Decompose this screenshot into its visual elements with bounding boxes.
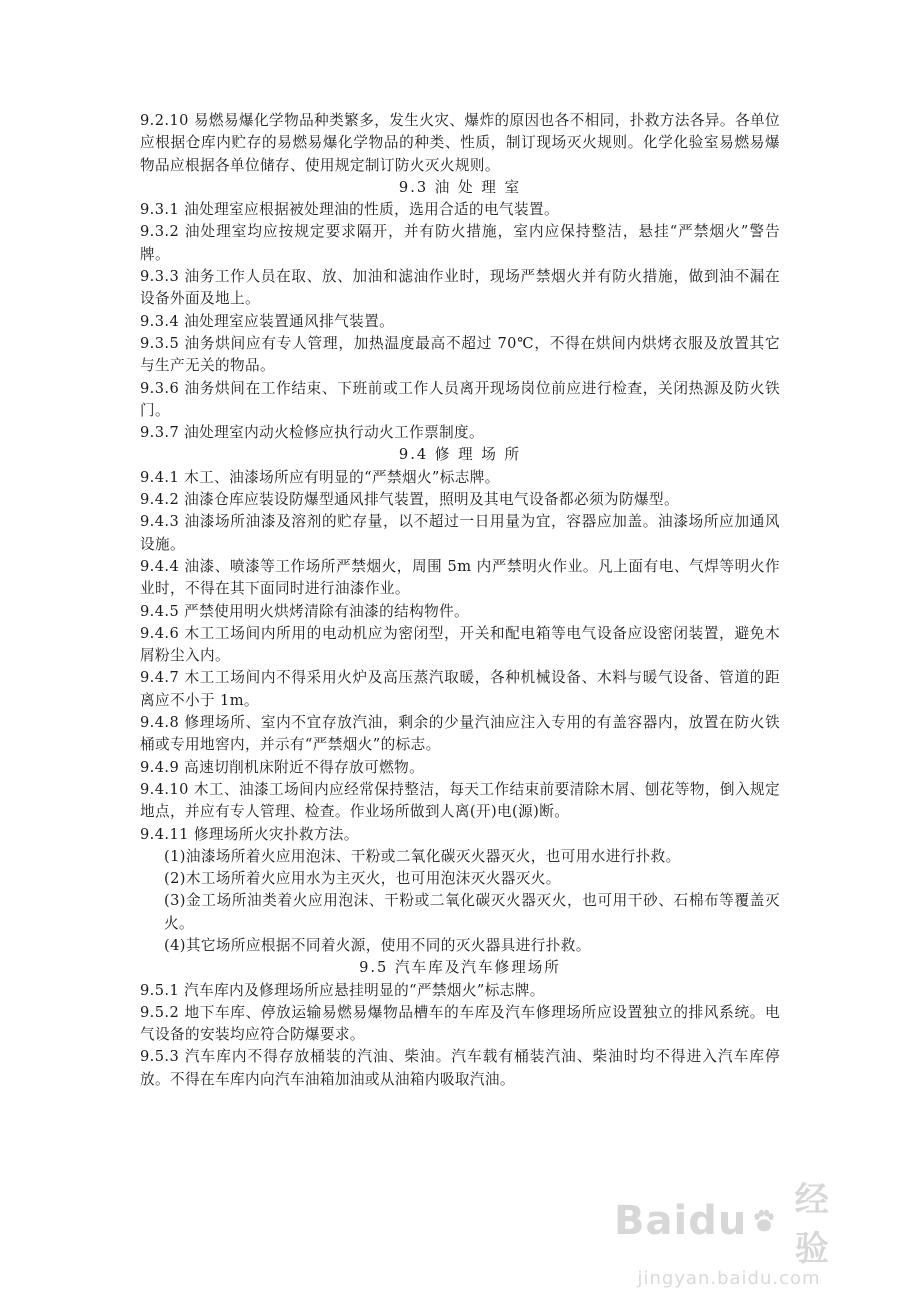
list-item-1: (1)油漆场所着火应用泡沫、干粉或二氧化碳灭火器灭火，也可用水进行扑救。 xyxy=(164,847,681,865)
paragraph-9-4-7: 9.4.7 木工工场间内不得采用火炉及高压蒸汽取暖，各种机械设备、木料与暖气设备、管道的距离应不小于 1m。 xyxy=(140,669,780,709)
paragraph-9-4-10: 9.4.10 木工、油漆工场间内应经常保持整洁，每天工作结束前要清除木屑、刨花等物，倒入规定地点，并应有专人管理、检查。作业场所做到人离(开)电(源)断。 xyxy=(140,780,780,821)
watermark-logo xyxy=(614,1172,844,1270)
list-item-4: (4)其它场所应根据不同着火源，使用不同的灭火器具进行扑救。 xyxy=(164,936,591,954)
paragraph-9-4-8: 9.4.8 修理场所、室内不宜存放汽油，剩余的少量汽油应注入专用的有盖容器内，放置在防火铁桶或专用地窖内，并示有“严禁烟火”的标志。 xyxy=(140,714,780,754)
paragraph-9-4-4: 9.4.4 油漆、喷漆等工作场所严禁烟火，周围 5m 内严禁明火作业。凡上面有电、气焊等明火作业时，不得在其下面同时进行油漆作业。 xyxy=(140,557,780,598)
paragraph-9-3-6: 9.3.6 油务烘间在工作结束、下班前或工作人员离开现场岗位前应进行检查，关闭热源及防火铁门。 xyxy=(140,379,780,419)
paragraph-9-4-6: 9.4.6 木工工场间内所用的电动机应为密闭型，开关和配电箱等电气设备应设密闭装置，避免木屑粉尘入内。 xyxy=(140,624,780,665)
paragraph-9-3-5: 9.3.5 油务烘间应有专人管理，加热温度最高不超过 70℃，不得在烘间内烘烤衣服及放置其它与生产无关的物品。 xyxy=(140,334,780,375)
paw-icon xyxy=(751,1206,777,1236)
paragraph-9-5-1: 9.5.1 汽车库内及修理场所应悬挂明显的“严禁烟火”标志牌。 xyxy=(140,981,545,999)
paragraph-9-4-2: 9.4.2 油漆仓库应装设防爆型通风排气装置，照明及其电气设备都必须为防爆型。 xyxy=(140,491,679,509)
document-body xyxy=(140,110,780,1091)
list-item-2: (2)木工场所着火应用水为主灭火，也可用泡沫灭火器灭火。 xyxy=(164,870,561,888)
paragraph-9-4-9: 9.4.9 高速切削机床附近不得存放可燃物。 xyxy=(140,758,425,776)
baidu-jingyan-watermark xyxy=(614,1172,844,1289)
section-heading-9-4: 9.4 修 理 场 所 xyxy=(398,446,522,464)
paragraph-9-4-3: 9.4.3 油漆场所油漆及溶剂的贮存量，以不超过一日用量为宜，容器应加盖。油漆场所应加通风设施。 xyxy=(140,513,780,553)
watermark-logo-text: Baidu xyxy=(614,1198,748,1244)
paragraph-9-5-3: 9.5.3 汽车库内不得存放桶装的汽油、柴油。汽车载有桶装汽油、柴油时均不得进入汽车库停放。不得在车库内向汽车油箱加油或从油箱内吸取汽油。 xyxy=(140,1048,780,1088)
paragraph-9-3-1: 9.3.1 油处理室应根据被处理油的性质，选用合适的电气装置。 xyxy=(140,201,560,219)
paragraph-9-5-2: 9.5.2 地下车库、停放运输易燃易爆物品槽车的车库及汽车修理场所应设置独立的排风系统。电气设备的安装均应符合防爆要求。 xyxy=(140,1003,780,1044)
watermark-logo-cn: 经验 xyxy=(794,1180,831,1269)
paragraph-9-3-4: 9.3.4 油处理室应装置通风排气装置。 xyxy=(140,312,395,330)
paragraph-9-2-10: 9.2.10 易燃易爆化学物品种类繁多，发生火灾、爆炸的原因也各不相同，扑救方法各异。各单位应根据仓库内贮存的易燃易爆化学物品的种类、性质，制订现场灭火规则。化学化验室易燃易爆物品应根据各单位储存、使用规定制订防火灭火规则。 xyxy=(140,112,780,174)
section-heading-9-3: 9.3 油 处 理 室 xyxy=(398,178,522,196)
watermark-url: jingyan.baidu.com xyxy=(637,1268,821,1289)
paragraph-9-3-3: 9.3.3 油务工作人员在取、放、加油和滤油作业时，现场严禁烟火并有防火措施，做到油不漏在设备外面及地上。 xyxy=(140,268,780,308)
paragraph-9-3-7: 9.3.7 油处理室内动火检修应执行动火工作票制度。 xyxy=(140,424,485,442)
section-heading-9-5: 9.5 汽车库及汽车修理场所 xyxy=(359,959,561,977)
paragraph-9-4-11: 9.4.11 修理场所火灾扑救方法。 xyxy=(140,825,359,843)
paragraph-9-3-2: 9.3.2 油处理室均应按规定要求隔开，并有防火措施，室内应保持整洁，悬挂“严禁烟火”警告牌。 xyxy=(140,223,780,263)
paragraph-9-4-5: 9.4.5 严禁使用明火烘烤清除有油漆的结构物件。 xyxy=(140,602,470,620)
paragraph-9-4-1: 9.4.1 木工、油漆场所应有明显的“严禁烟火”标志牌。 xyxy=(140,468,500,486)
list-item-3: (3)金工场所油类着火应用泡沫、干粉或二氧化碳灭火器灭火，也可用干砂、石棉布等覆盖灭火。 xyxy=(164,892,780,932)
